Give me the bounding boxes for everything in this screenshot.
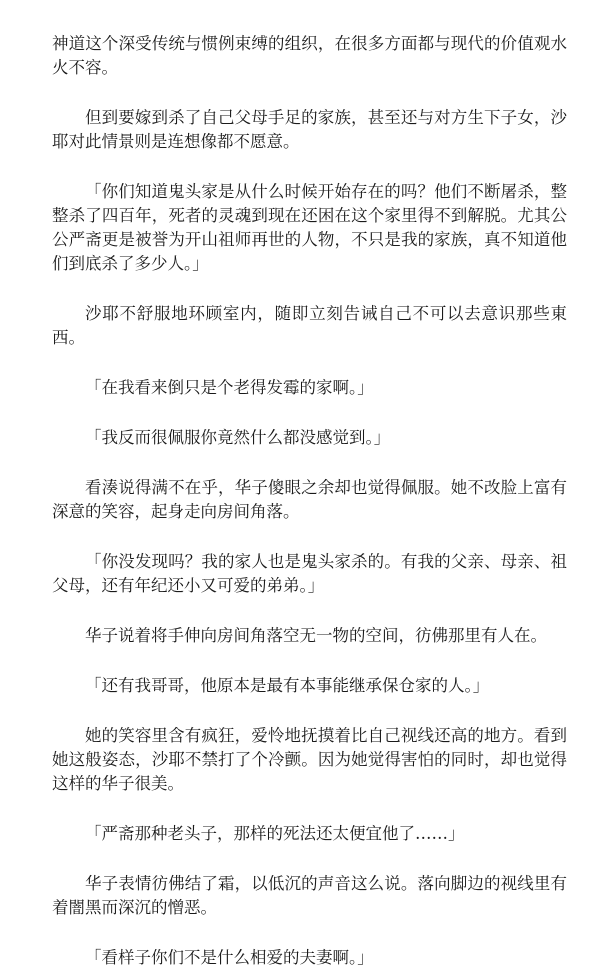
paragraph: 「看样子你们不是什么相爱的夫妻啊。」 bbox=[85, 948, 374, 967]
paragraph: 沙耶不舒服地环顾室内，随即立刻告诫自己不可以去意识那些東西。 bbox=[52, 304, 567, 347]
paragraph: 「还有我哥哥，他原本是最有本事能继承保仓家的人。」 bbox=[85, 676, 490, 695]
paragraph: 神道这个深受传统与惯例束缚的组织，在很多方面都与现代的价值观水火不容。 bbox=[52, 34, 567, 77]
paragraph: 「你没发现吗？我的家人也是鬼头家杀的。有我的父亲、母亲、祖父母，还有年纪还小又可爱的弟弟。」 bbox=[52, 552, 567, 595]
paragraph: 「我反而很佩服你竟然什么都没感觉到。」 bbox=[85, 428, 391, 447]
paragraph: 「在我看来倒只是个老得发霉的家啊。」 bbox=[85, 378, 374, 397]
paragraph: 「严斋那种老头子，那样的死法还太便宜他了……」 bbox=[85, 824, 465, 843]
paragraph: 华子说着将手伸向房间角落空无一物的空间，彷佛那里有人在。 bbox=[85, 626, 547, 645]
paragraph: 她的笑容里含有疯狂，爱怜地抚摸着比自己视线还高的地方。看到她这般姿态，沙耶不禁打了个冷颤。因为她觉得害怕的同时，却也觉得这样的华子很美。 bbox=[52, 726, 567, 793]
paragraph: 但到要嫁到杀了自己父母手足的家族，甚至还与对方生下子女，沙耶对此情景则是连想像都不愿意。 bbox=[52, 108, 567, 151]
paragraph: 看湊说得满不在乎，华子傻眼之余却也觉得佩服。她不改脸上富有深意的笑容，起身走向房间角落。 bbox=[52, 478, 567, 521]
paragraph: 华子表情彷佛结了霜，以低沉的声音这么说。落向脚边的视线里有着闇黑而深沉的憎恶。 bbox=[52, 874, 567, 917]
paragraph: 「你们知道鬼头家是从什么时候开始存在的吗？他们不断屠杀，整整杀了四百年，死者的灵魂到现在还困在这个家里得不到解脱。尤其公公严斋更是被誉为开山祖师再世的人物，不只是我的家族，真不知道他们到底杀了多少人。」 bbox=[52, 182, 567, 273]
